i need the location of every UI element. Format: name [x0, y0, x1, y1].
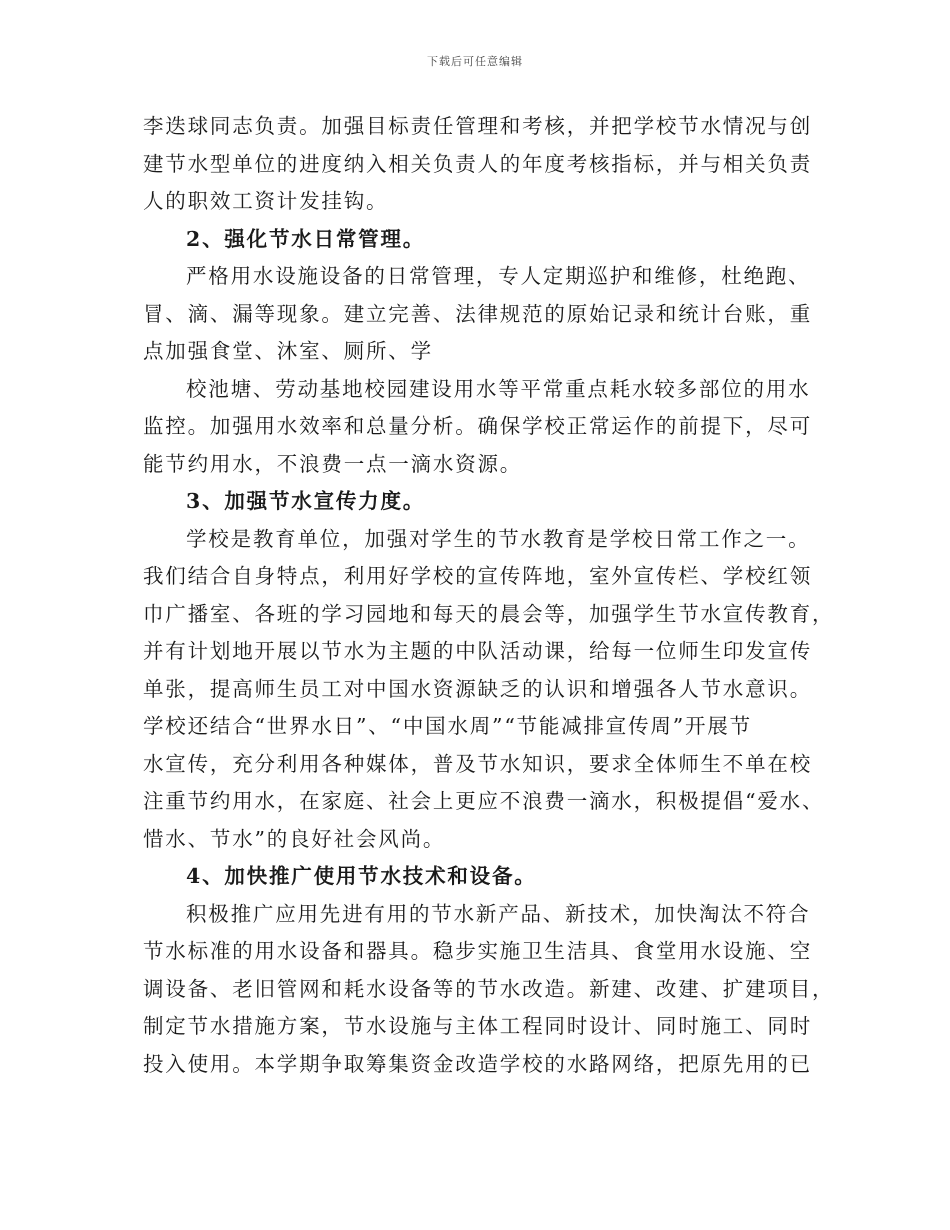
- paragraph-line: 积极推广应用先进有用的节水新产品、新技术，加快淘汰不符合: [186, 901, 811, 926]
- paragraph-line: 我们结合自身特点，利用好学校的宣传阵地，室外宣传栏、学校红领: [143, 564, 812, 588]
- paragraph-line: 建节水型单位的进度纳入相关负责人的年度考核指标，并与相关负责: [143, 151, 812, 176]
- paragraph-line: 巾广播室、各班的学习园地和每天的晨会等，加强学生节水宣传教育，: [143, 601, 835, 626]
- paragraph-line: 节水标准的用水设备和器具。稳步实施卫生洁具、食堂用水设施、空: [143, 939, 812, 963]
- document-body: [143, 108, 835, 1083]
- section-heading: 4、加快推广使用节水技术和设备。: [186, 864, 537, 888]
- section-heading: 2、强化节水日常管理。: [186, 226, 426, 251]
- paragraph-line: 冒、滴、漏等现象。建立完善、法律规范的原始记录和统计台账，重: [143, 301, 812, 326]
- paragraph-line: 校池塘、劳动基地校园建设用水等平常重点耗水较多部位的用水: [186, 376, 811, 401]
- paragraph-line: 调设备、老旧管网和耗水设备等的节水改造。新建、改建、扩建项目，: [143, 976, 835, 1001]
- paragraph-line: 李迭球同志负责。加强目标责任管理和考核，并把学校节水情况与创: [143, 114, 812, 138]
- paragraph-line: 水宣传，充分利用各种媒体，普及节水知识，要求全体师生不单在校: [143, 751, 812, 776]
- paragraph-line: 人的职效工资计发挂钩。: [143, 189, 389, 213]
- section-heading: 3、加强节水宣传力度。: [186, 489, 426, 513]
- paragraph-line: 监控。加强用水效率和总量分析。确保学校正常运作的前提下，尽可: [143, 414, 812, 438]
- paragraph-line: 单张，提高师生员工对中国水资源缺乏的认识和增强各人节水意识。: [143, 676, 812, 701]
- paragraph-line: 点加强食堂、沐室、厕所、学: [143, 339, 433, 363]
- paragraph-line: 学校是教育单位，加强对学生的节水教育是学校日常工作之一。: [186, 526, 811, 551]
- paragraph-line: 并有计划地开展以节水为主题的中队活动课，给每一位师生印发宣传: [143, 639, 812, 663]
- paragraph-line: 学校还结合“世界水日”、“中国水周”“节能减排宣传周”开展节: [143, 714, 752, 738]
- paragraph-line: 投入使用。本学期争取筹集资金改造学校的水路网络，把原先用的已: [143, 1051, 812, 1076]
- paragraph-line: 注重节约用水，在家庭、社会上更应不浪费一滴水，积极提倡“爱水、: [143, 789, 825, 813]
- page-header: 下载后可任意编辑: [427, 55, 523, 68]
- paragraph-line: 惜水、节水”的良好社会风尚。: [143, 826, 446, 851]
- paragraph-line: 能节约用水，不浪费一点一滴水资源。: [143, 451, 523, 476]
- paragraph-line: 制定节水措施方案，节水设施与主体工程同时设计、同时施工、同时: [143, 1014, 812, 1038]
- paragraph-line: 严格用水设施设备的日常管理，专人定期巡护和维修，杜绝跑、: [186, 264, 811, 288]
